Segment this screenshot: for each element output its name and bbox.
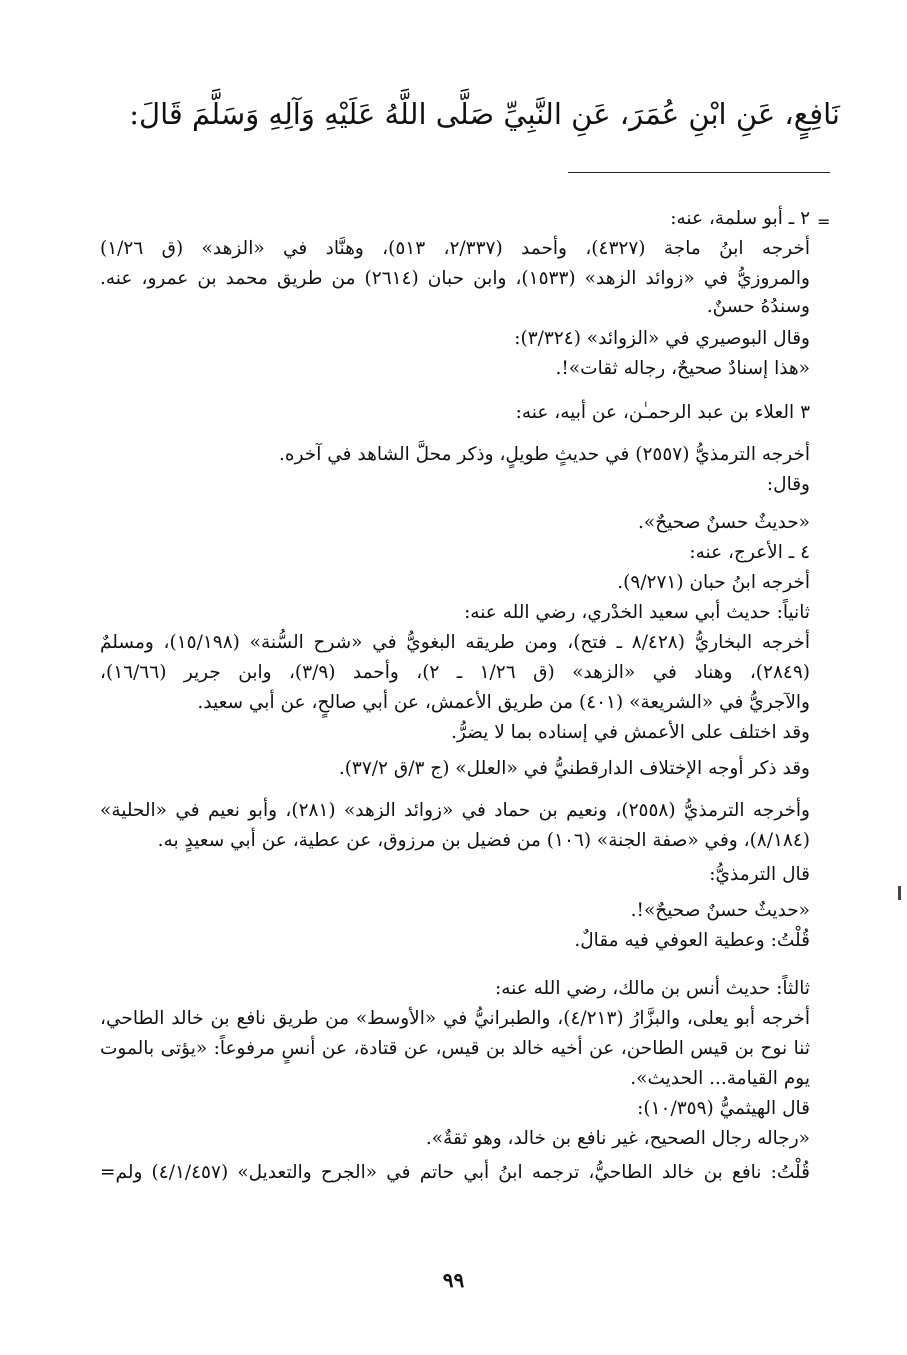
separator-rule [568,172,830,173]
footnote-line: والمروزيُّ في «زوائد الزهد» (١٥٣٣)، وابن حبان (٢٦١٤) من طريق محمد بن عمرو، عنه. [100,268,810,289]
footnote-line: قال الترمذيُّ: [709,864,810,885]
footnote-line: ٤ ـ الأعرج، عنه: [689,542,810,563]
footnote-line: يوم القيامة... الحديث». [630,1068,810,1089]
footnote-line: (٢٨٤٩)، وهناد في «الزهد» (ق ١/٢٦ ـ ٢)، وأحمد (٣/٩)، وابن جرير (١٦/٦٦)، [100,662,810,683]
footnote-line: قُلْتُ: وعطية العوفي فيه مقالٌ. [574,930,810,951]
footnote-line: أخرجه الترمذيُّ (٢٥٥٧) في حديثٍ طويلٍ، وذكر محلَّ الشاهد في آخره. [279,444,810,465]
footnote-line: «حديثٌ حسنٌ صحيحٌ». [638,512,810,533]
page-number: ٩٩ [442,1268,465,1292]
continuation-mark: = [817,212,831,231]
footnote-line: «حديثٌ حسنٌ صحيحٌ»!. [630,900,810,921]
footnote-line: ٣ العلاء بن عبد الرحمـٰن، عن أبيه، عنه: [515,402,810,423]
footnote-line: «هذا إسنادٌ صحيحٌ، رجاله ثقات»!. [555,358,810,379]
footnote-line: وقد ذكر أوجه الإختلاف الدارقطنيُّ في «العلل» (ج ٣/ق ٣٧/٢). [338,758,810,779]
footnote-line: (٨/١٨٤)، وفي «صفة الجنة» (١٠٦) من فضيل بن مرزوق، عن عطية، عن أبي سعيدٍ به. [157,830,810,851]
footnote-line: وقد اختلف على الأعمش في إسناده بما لا يضرُّ. [451,722,810,743]
footnote-line: وقال: [766,474,810,495]
footnote-line: «رجاله رجال الصحيح، غير نافع بن خالد، وهو ثقةٌ». [425,1128,810,1149]
footnote-line: ٢ ـ أبو سلمة، عنه: [670,208,810,229]
footnote-line: أخرجه البخاريُّ (٨/٤٢٨ ـ فتح)، ومن طريقه البغويُّ في «شرح السُّنة» (١٥/١٩٨)، ومسلمٌ [100,632,811,653]
footnote-line: أخرجه ابنُ ماجة (٤٣٢٧)، وأحمد (٢/٣٣٧، ٥١٣)، وهنَّاد في «الزهد» (ق ١/٢٦) [100,238,810,259]
footnote-line: وأخرجه الترمذيُّ (٢٥٥٨)، ونعيم بن حماد في «زوائد الزهد» (٢٨١)، وأبو نعيم في «الحلية» [100,800,810,821]
scan-edge-mark [898,886,901,900]
footnote-line: ثنا نوح بن قيس الطاحن، عن أخيه خالد بن قيس، عن قتادة، عن أنسٍ مرفوعاً: «يؤتى بالموت [100,1038,810,1059]
footnote-line: ثالثاً: حديث أنس بن مالك، رضي الله عنه: [494,978,810,999]
footnote-line: ثانياً: حديث أبي سعيد الخدْري، رضي الله عنه: [464,602,810,623]
footnote-line: قال الهيثميُّ (١٠/٣٥٩): [637,1098,810,1119]
footnote-line: وقال البوصيري في «الزوائد» (٣/٣٢٤): [514,328,810,349]
hadith-heading: نَافِعٍ، عَنِ ابْنِ عُمَرَ، عَنِ النَّبِيِّ صَلَّى اللَّهُ عَلَيْهِ وَآلِهِ وَسَلَّمَ قَالَ: [129,97,840,131]
footnote-line: والآجريُّ في «الشريعة» (٤٠١) من طريق الأعمش، عن أبي صالحٍ، عن أبي سعيد. [197,692,810,713]
footnote-line: أخرجه أبو يعلى، والبزَّارُ (٤/٢١٣)، والطبرانيُّ في «الأوسط» من طريق نافع بن خالد الطاحي، [100,1008,810,1029]
footnote-line: أخرجه ابنُ حبان (٩/٢٧١). [617,572,810,593]
footnote-line: وسندُهُ حسنٌ. [706,296,810,317]
footnote-line: قُلْتُ: نافع بن خالد الطاحيُّ، ترجمه ابنُ أبي حاتم في «الجرح والتعديل» (٤/١/٤٥٧) ولم= [100,1162,810,1183]
